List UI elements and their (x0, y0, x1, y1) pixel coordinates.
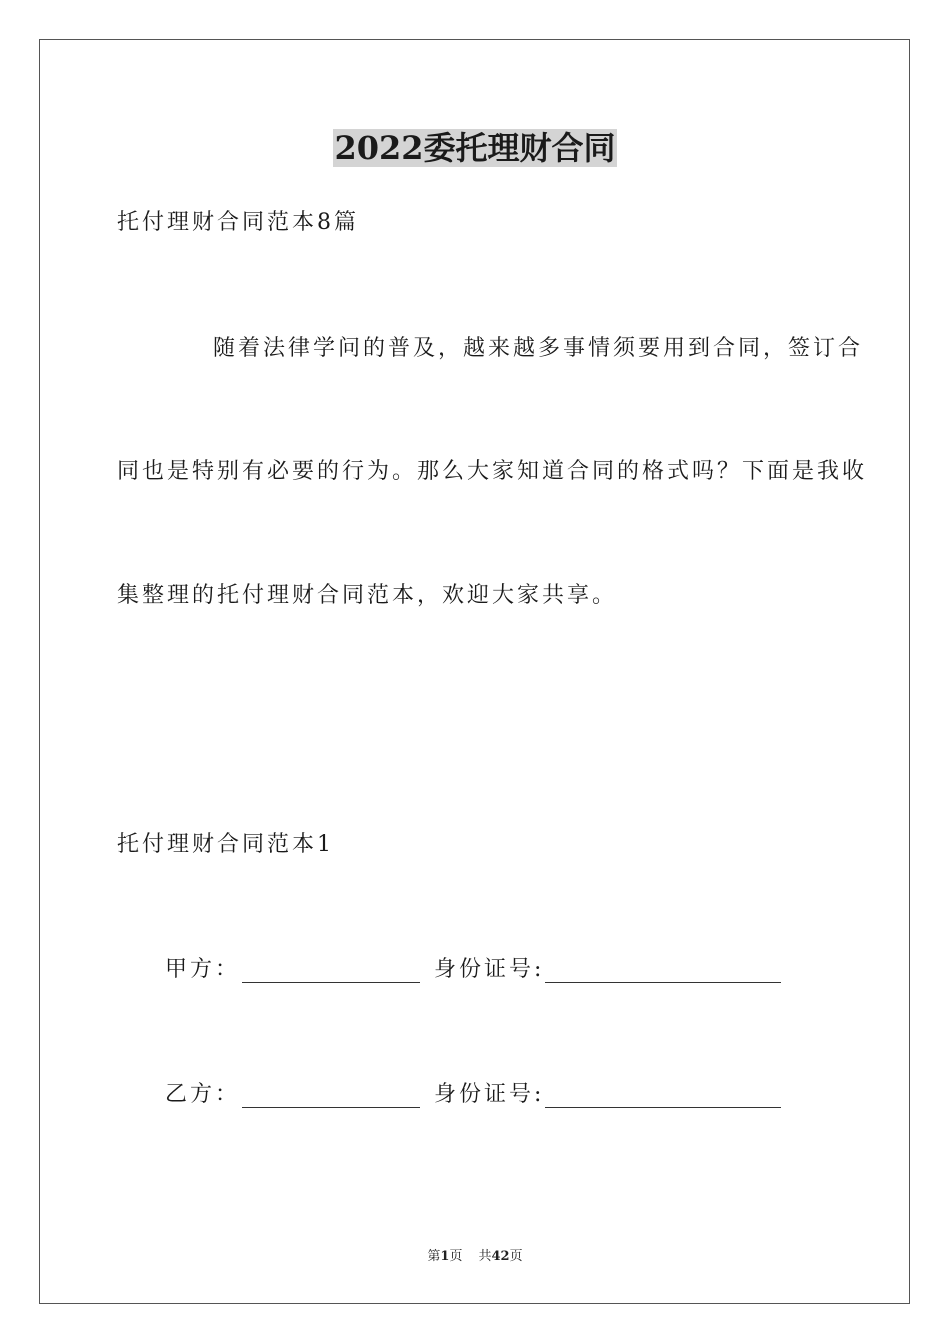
party-b-name-blank[interactable] (242, 1085, 420, 1108)
party-b-id-blank[interactable] (545, 1085, 781, 1108)
document-title-text: 2022委托理财合同 (334, 129, 616, 167)
section-heading: 托付理财合同范本1 (117, 832, 334, 857)
document-subtitle: 托付理财合同范本8篇 (117, 210, 359, 235)
page-footer (0, 1248, 950, 1266)
footer-total-prefix: 共 (478, 1249, 492, 1264)
intro-line-1: 随着法律学问的普及，越来越多事情须要用到合同，签订合 (213, 336, 864, 361)
party-b-id-label: 身份证号: (434, 1082, 545, 1107)
intro-line-3: 集整理的托付理财合同范本，欢迎大家共享。 (117, 583, 618, 608)
party-a-id-label: 身份证号: (434, 957, 545, 982)
party-b-row (165, 1080, 781, 1110)
party-a-name-blank[interactable] (242, 960, 420, 983)
party-a-id-blank[interactable] (545, 960, 781, 983)
footer-page-total: 42 (491, 1249, 510, 1264)
party-a-label: 甲方： (165, 957, 241, 982)
document-title (0, 128, 950, 168)
footer-page-prefix: 第 (427, 1249, 441, 1264)
footer-total-suffix: 页 (509, 1249, 523, 1264)
footer-page-current: 1 (440, 1249, 450, 1264)
footer-page-mid: 页 (449, 1249, 463, 1264)
intro-line-2: 同也是特别有必要的行为。那么大家知道合同的格式吗？下面是我收 (117, 459, 868, 484)
party-a-row (165, 955, 781, 985)
party-b-label: 乙方： (165, 1082, 241, 1107)
